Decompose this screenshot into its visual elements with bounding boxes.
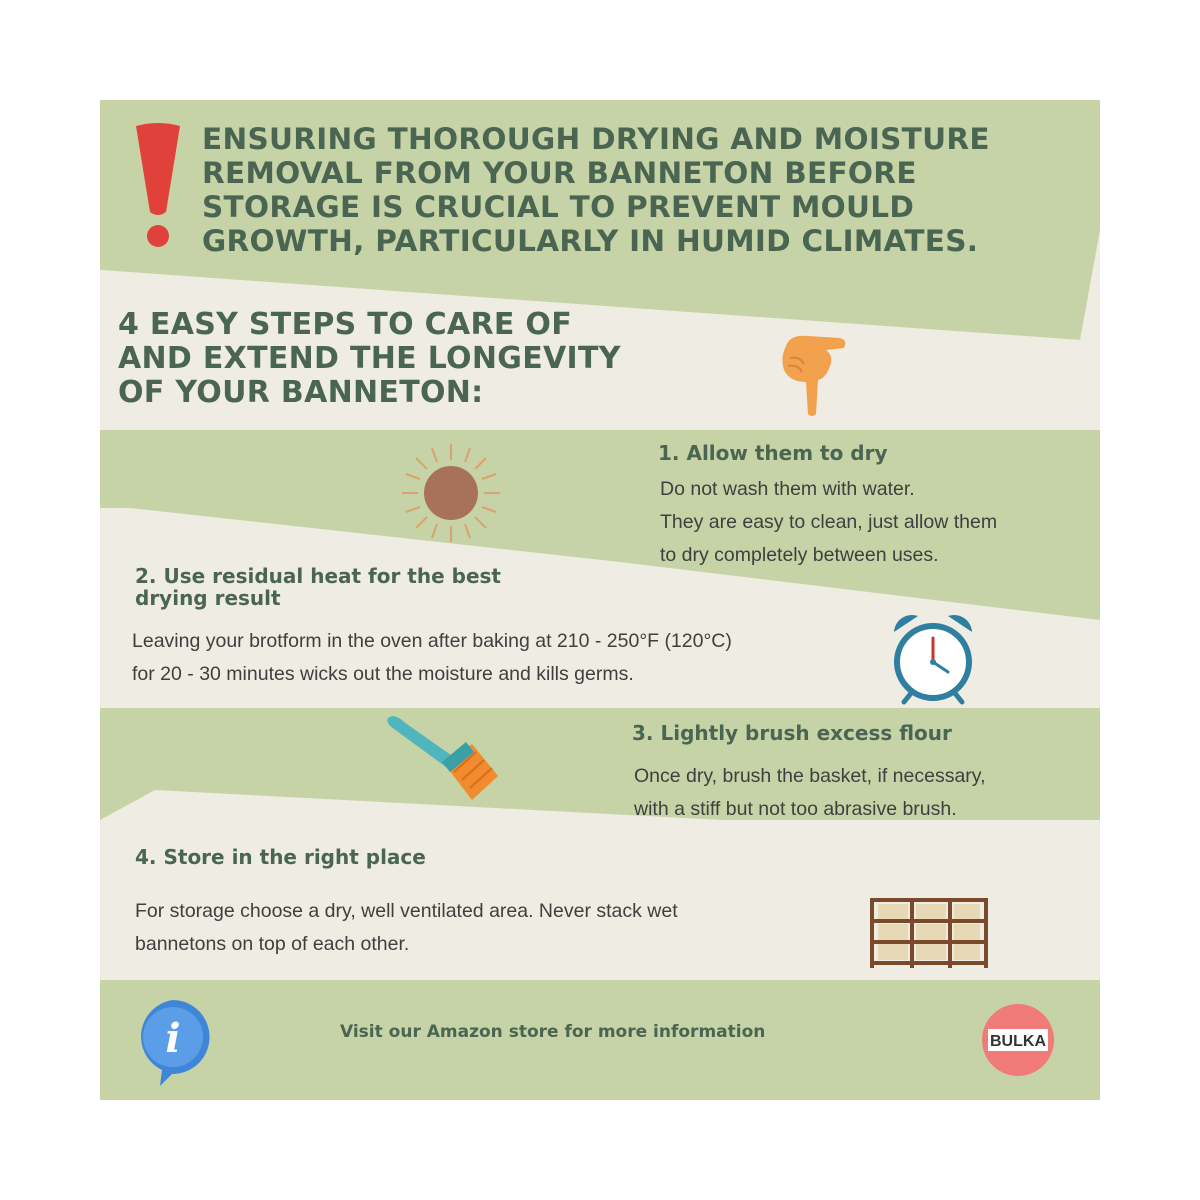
bulka-logo [980,1002,1056,1078]
step-2-title: 2. Use residual heat for the best drying result [135,564,501,610]
brush-icon [382,712,502,812]
infographic [100,100,1100,1100]
step-4-body: For storage choose a dry, well ventilated area. Never stack wet bannetons on top of each other. [135,900,678,955]
info-icon[interactable] [132,996,214,1088]
exclamation-icon [130,122,186,252]
footer-text: Visit our Amazon store for more information [340,1022,766,1042]
step-2-body: Leaving your brotform in the oven after baking at 210 - 250°F (120°C) for 20 - 30 minutes wicks out the moisture and kills germs. [132,630,732,685]
info-icon-label: i [165,1015,181,1062]
alarm-clock-icon [886,610,980,706]
shelf-icon [866,896,992,968]
pointing-hand-icon [770,322,860,417]
step-1-body: Do not wash them with water. They are easy to clean, just allow them to dry completely between uses. [660,478,998,566]
sun-icon [400,442,502,544]
step-3-title: 3. Lightly brush excess flour [632,721,952,745]
step-1-title: 1. Allow them to dry [658,441,888,465]
step-3-body: Once dry, brush the basket, if necessary, with a stiff but not too abrasive brush. [634,765,986,820]
logo-text: BULKA [990,1033,1046,1050]
alert-text: ENSURING THOROUGH DRYING AND MOISTURE REMOVAL FROM YOUR BANNETON BEFORE STORAGE IS CRUCIAL TO PREVENT MOULD GROWTH, PARTICULARLY IN HUMID CLIMATES. [202,122,990,258]
steps-heading: 4 EASY STEPS TO CARE OF AND EXTEND THE LONGEVITY OF YOUR BANNETON: [118,307,621,410]
step-4-title: 4. Store in the right place [135,845,426,869]
